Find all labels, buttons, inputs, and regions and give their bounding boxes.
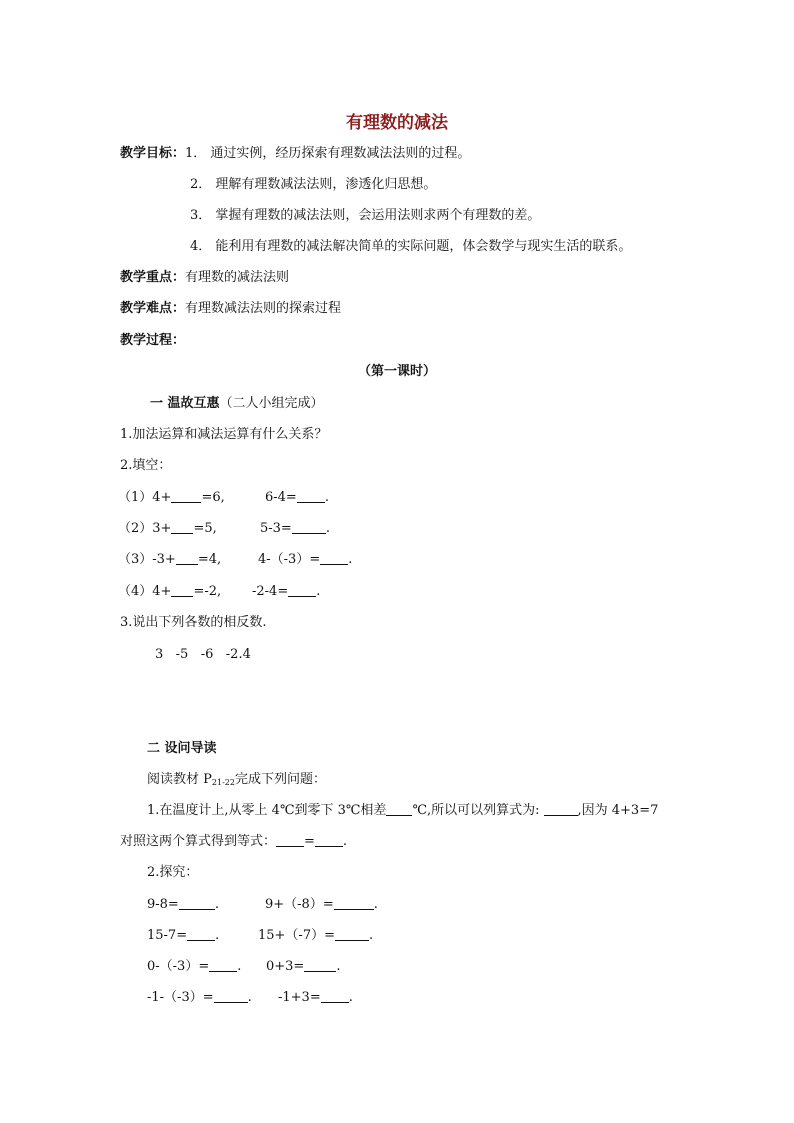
- fill-blank[interactable]: [292, 521, 326, 534]
- section1-heading-note: （二人小组完成）: [219, 396, 324, 411]
- fill-blank[interactable]: [288, 584, 316, 597]
- objective-item-3: 3． 掌握有理数的减法法则，会运用法则求两个有理数的差。: [190, 208, 541, 223]
- process-label: 教学过程：: [120, 333, 186, 348]
- section2-question-2: 2.探究：: [147, 865, 199, 880]
- fill-blank[interactable]: [209, 959, 237, 972]
- fill-blank[interactable]: [321, 990, 349, 1003]
- fill-row-1b: [265, 489, 329, 507]
- objective-item-2: 2． 理解有理数减法法则，渗透化归思想。: [190, 177, 437, 192]
- fill-blank[interactable]: [334, 897, 374, 910]
- objectives-label: 教学目标：: [120, 146, 186, 161]
- explore-4a-suffix: .: [247, 990, 252, 1005]
- explore-3b-suffix: .: [336, 959, 341, 974]
- read-suffix: 完成下列问题：: [234, 772, 326, 787]
- explore-2a-suffix: .: [215, 928, 220, 943]
- explore-1b-expr: 9+（-8）=: [265, 897, 334, 912]
- fill-row-3b: [258, 551, 352, 569]
- explore-row-2a: [147, 927, 219, 945]
- fill-3b-suffix: .: [348, 552, 353, 567]
- fill-blank[interactable]: [276, 834, 304, 847]
- q1-line2-suffix: .: [342, 834, 348, 849]
- explore-3a-expr: 0-（-3）=: [147, 959, 210, 974]
- fill-blank[interactable]: [335, 928, 369, 941]
- fill-2a-suffix: =5,: [193, 521, 217, 536]
- fill-1b-suffix: .: [324, 490, 329, 505]
- fill-3a-suffix: =4,: [197, 552, 222, 567]
- q1-part-b: ℃,所以可以列算式为:: [412, 803, 540, 818]
- fill-1a-prefix: （1）4+: [118, 490, 172, 505]
- fill-blank[interactable]: [315, 834, 343, 847]
- fill-3b-prefix: 4-（-3）=: [258, 552, 321, 567]
- fill-blank[interactable]: [171, 521, 193, 534]
- fill-2b-suffix: .: [325, 521, 330, 536]
- read-pages: 21-22: [211, 778, 235, 787]
- explore-1a-suffix: .: [214, 897, 219, 912]
- fill-blank[interactable]: [386, 803, 412, 816]
- fill-blank[interactable]: [297, 490, 325, 503]
- key-point-row: [120, 269, 289, 287]
- fill-blank[interactable]: [304, 959, 336, 972]
- section1-question-2: 2.填空：: [120, 458, 172, 473]
- fill-row-4: [118, 583, 221, 601]
- explore-1a-expr: 9-8=: [147, 897, 179, 912]
- explore-1b-suffix: .: [373, 897, 378, 912]
- opposite-numbers: 3 -5 -6 -2.4: [155, 647, 251, 662]
- fill-blank[interactable]: [214, 990, 248, 1003]
- difficulty-row: [120, 300, 341, 318]
- lesson-label: （第一课时）: [357, 364, 436, 379]
- fill-blank[interactable]: [320, 552, 348, 565]
- fill-4b-prefix: -2-4=: [252, 584, 289, 599]
- fill-blank[interactable]: [179, 897, 215, 910]
- fill-row-2b: [260, 520, 330, 538]
- explore-3a-suffix: .: [237, 959, 242, 974]
- section1-question-1: 1.加法运算和减法运算有什么关系？: [120, 427, 328, 442]
- q1-line2-equals: =: [304, 834, 315, 849]
- explore-3b-expr: 0+3=: [266, 959, 305, 974]
- fill-4b-suffix: .: [316, 584, 321, 599]
- fill-blank[interactable]: [187, 928, 215, 941]
- fill-row-4b: [252, 583, 320, 601]
- difficulty-text: 有理数减法法则的探索过程: [185, 301, 342, 316]
- objectives-row-1: [120, 145, 470, 163]
- fill-4a-prefix: （4）4+: [118, 584, 172, 599]
- explore-4b-expr: -1+3=: [278, 990, 321, 1005]
- objective-item-1: 1． 通过实例，经历探索有理数减法法则的过程。: [185, 146, 471, 161]
- fill-3a-prefix: （3）-3+: [118, 552, 176, 567]
- fill-blank[interactable]: [171, 490, 201, 503]
- explore-2b-expr: 15+（-7）=: [258, 928, 335, 943]
- key-point-label: 教学重点：: [120, 270, 186, 285]
- fill-1a-suffix: =6,: [201, 490, 225, 505]
- section1-heading: 一 温故互惠: [150, 396, 220, 411]
- explore-row-1b: [265, 896, 378, 914]
- fill-blank[interactable]: [171, 584, 193, 597]
- read-prefix: 阅读教材 P: [147, 772, 212, 787]
- key-point-text: 有理数的减法法则: [185, 270, 290, 285]
- section2-heading: 二 设问导读: [147, 741, 217, 756]
- fill-4a-suffix: =-2,: [193, 584, 222, 599]
- fill-1b-prefix: 6-4=: [265, 490, 297, 505]
- objective-item-4: 4． 能利用有理数的减法解决简单的实际问题，体会数学与现实生活的联系。: [190, 239, 632, 254]
- q1-part-a: 1.在温度计上,从零上 4℃到零下 3℃相差: [147, 803, 387, 818]
- difficulty-label: 教学难点：: [120, 301, 186, 316]
- explore-row-4a: [147, 989, 252, 1007]
- fill-2a-prefix: （2）3+: [118, 521, 172, 536]
- fill-2b-prefix: 5-3=: [260, 521, 292, 536]
- q1-line2-prefix: 对照这两个算式得到等式：: [120, 834, 277, 849]
- explore-row-3a: [147, 958, 241, 976]
- explore-4b-suffix: .: [348, 990, 353, 1005]
- section2-read-instruction: [147, 771, 326, 792]
- section1-question-3: 3.说出下列各数的相反数.: [120, 615, 267, 630]
- section1-heading-row: [150, 395, 324, 413]
- fill-blank[interactable]: [176, 552, 198, 565]
- explore-2b-suffix: .: [369, 928, 374, 943]
- explore-row-1a: [147, 896, 219, 914]
- explore-row-2b: [258, 927, 373, 945]
- explore-row-3b: [266, 958, 340, 976]
- fill-row-1: [118, 489, 225, 507]
- section2-question-1-line2: [120, 833, 347, 851]
- explore-2a-expr: 15-7=: [147, 928, 188, 943]
- explore-row-4b: [278, 989, 353, 1007]
- section2-question-1: [147, 802, 658, 820]
- fill-blank[interactable]: [544, 803, 578, 816]
- explore-4a-expr: -1-（-3）=: [147, 990, 214, 1005]
- fill-row-2: [118, 520, 217, 538]
- q1-part-c: ,因为 4+3=7: [577, 803, 659, 818]
- document-title: 有理数的减法: [346, 113, 448, 133]
- fill-row-3: [118, 551, 221, 569]
